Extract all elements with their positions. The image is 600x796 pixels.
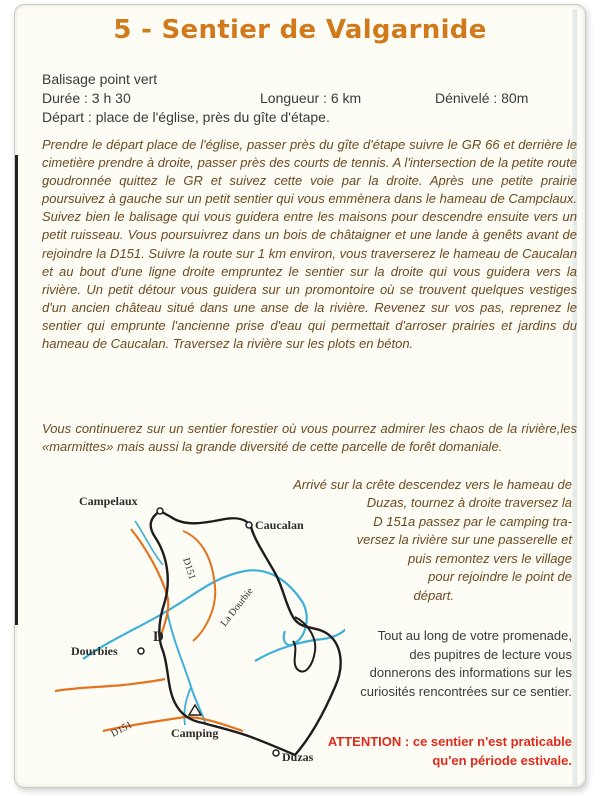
denivele-text: Dénivelé : 80m [435,90,529,106]
trail-card [14,4,586,788]
duzas-label: Duzas [282,750,314,764]
duzas-marker [273,750,279,756]
campelaux-label: Campelaux [79,494,138,508]
river-line [255,623,345,661]
arrive-line-5: puis remontez vers le village [407,551,572,566]
arrive-line-4: versez la rivière sur une passerelle et [356,532,572,547]
page-edge [572,9,577,788]
road-d151-south-label: D151 [109,719,135,740]
dourbies-label: Dourbies [71,644,118,658]
description-paragraph-2: Vous continuerez sur un sentier forestier où vous pourrez admirer les chaos de la rivière,les «marmittes» mais aussi la grande diversité de cette parcelle de forêt domaniale. [42,421,577,455]
balisage-text: Balisage point vert [42,71,158,87]
dourbies-marker [138,648,144,654]
road-west [55,679,165,691]
attention-label: ATTENTION [327,734,402,749]
campelaux-marker [157,508,163,514]
caucalan-label: Caucalan [255,518,304,532]
page-title: 5 - Sentier de Valgarnide [113,15,487,45]
river-label: La Dourbie [218,585,256,629]
road-caucalan [183,531,215,641]
depart-text: Départ : place de l'église, près du gîte d'étape. [42,109,330,125]
longueur-text: Longueur : 6 km [260,90,362,106]
duree-text: Durée : 3 h 30 [42,90,131,106]
attention-note [313,732,572,770]
trail-map [55,491,345,766]
arrive-line-6: pour rejoindre le point de [428,569,572,584]
caucalan-marker [246,522,252,528]
arrive-line-1: Arrivé sur la crête descendez vers le hameau de [293,477,572,492]
road-d151-north-label: D151 [180,556,198,582]
arrive-line-7: départ. [413,588,454,603]
tour-info-text: Tout au long de votre promenade, des pupitres de lecture vous donnerons des informations sur les curiosités rencontrées sur ce sentier. [360,628,572,699]
arrive-line-2: Duzas, tournez à droite traversez la [366,495,572,510]
binding-edge [15,155,18,625]
dourbies-d-marker: D [153,629,164,645]
attention-text: : ce sentier n'est praticable qu'en période estivale. [401,734,572,768]
arrive-line-3: D 151a passez par le camping tra- [373,514,572,529]
description-paragraph-1: Prendre le départ place de l'église, passer près du gîte d'étape suivre le GR 66 et derrière le cimetière prendre à droite, passer près des courts de tennis. A l'intersection de la petite route goudronnée quittez le GR et suivez cette voie par la droite. Après une petite prairie poursuivez à gauche sur un petit sentier qui vous emmènera dans le hameau de Campclaux. Suivez bien le balisage qui vous guidera entre les maisons pour descendre ensuite vers un petit ruisseau. Vous poursuivrez dans un bois de châtaigner et une lande à genêts avant de rejoindre la D151. Suivre la route sur 1 km environ, vous traverserez le hameau de Caucalan et au bout d'une ligne droite empruntez le sentier sur la droite qui vous guidera vers la rivière. Un petit détour vous guidera sur un promontoire où se trouvent quelques vestiges d'un ancien château situé dans une anse de la rivière. Revenez sur vos pas, reprenez le sentier qui emprunte l'ancienne prise d'eau qui permettait d'arroser prairies et jardins du hameau de Caucalan. Traversez la rivière sur les plots en béton. [42,137,577,352]
camping-label: Camping [171,726,219,740]
